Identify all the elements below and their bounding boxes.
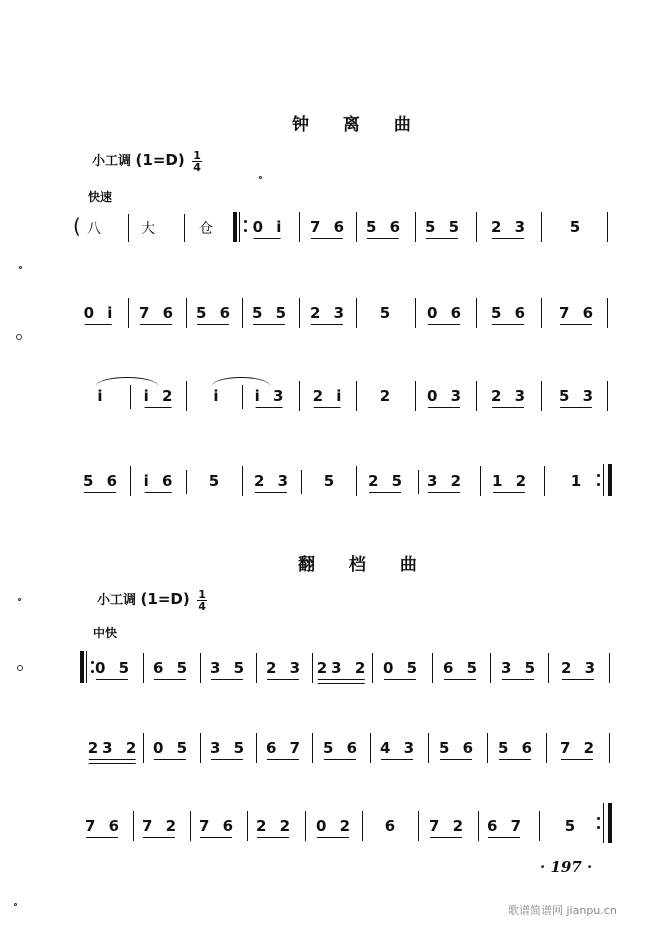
barline <box>432 653 433 683</box>
note-beat: 23 2 <box>87 739 141 757</box>
note-beat: i 3 <box>254 387 288 405</box>
percussion-syllable: 仓 <box>199 221 213 237</box>
key-value: (1=D) <box>140 590 190 608</box>
score-row <box>0 739 655 769</box>
note-beat: 5 <box>323 472 339 490</box>
barline <box>312 653 313 683</box>
dashed-barline <box>130 385 131 409</box>
tempo-marking: 快速 <box>88 190 113 204</box>
barline <box>242 466 243 496</box>
dashed-barline <box>242 385 243 409</box>
key-signature <box>92 150 202 173</box>
barline <box>186 298 187 328</box>
note-beat: 0 i <box>252 218 286 236</box>
note-beat: 2 5 <box>367 472 407 490</box>
note-beat: 2 3 <box>490 387 530 405</box>
barline <box>415 381 416 411</box>
barline <box>541 212 542 242</box>
time-numerator: 1 <box>198 588 206 601</box>
barline <box>480 466 481 496</box>
note-beat: i <box>97 387 107 405</box>
scan-speck <box>19 266 22 269</box>
note-beat: 5 <box>569 218 585 236</box>
note-beat: 5 6 <box>195 304 235 322</box>
barline <box>372 653 373 683</box>
barline <box>490 653 491 683</box>
punch-hole-mark <box>16 334 22 340</box>
note-beat: 5 6 <box>490 304 530 322</box>
note-beat: 2 3 <box>253 472 293 490</box>
note-beat: 2 i <box>312 387 346 405</box>
barline <box>476 212 477 242</box>
note-beat: 0 5 <box>94 659 134 677</box>
barline <box>541 381 542 411</box>
score-row <box>0 472 655 502</box>
note-beat: 7 2 <box>428 817 468 835</box>
note-beat: 5 6 <box>497 739 537 757</box>
barline <box>305 811 306 841</box>
note-beat: 2 <box>379 387 395 405</box>
note-beat: 4 3 <box>379 739 419 757</box>
barline <box>609 653 610 683</box>
piece-title: 钟 离 曲 <box>292 115 425 135</box>
time-signature <box>197 589 207 612</box>
barline <box>356 381 357 411</box>
note-beat: 2 3 <box>560 659 600 677</box>
note-beat: 3 5 <box>209 739 249 757</box>
note-beat: 0 3 <box>426 387 466 405</box>
barline <box>143 653 144 683</box>
note-beat: 3 2 <box>426 472 466 490</box>
key-name: 小工调 <box>97 593 137 608</box>
note-beat: 6 7 <box>265 739 305 757</box>
barline <box>370 733 371 763</box>
barline <box>128 298 129 328</box>
note-beat: 6 <box>384 817 400 835</box>
barline <box>539 811 540 841</box>
note-beat: 7 2 <box>141 817 181 835</box>
slur-tie <box>212 377 270 386</box>
note-beat: 5 6 <box>322 739 362 757</box>
key-signature <box>97 589 207 612</box>
note-beat: 5 6 <box>438 739 478 757</box>
barline <box>546 733 547 763</box>
barline <box>299 212 300 242</box>
barline <box>356 298 357 328</box>
note-beat: 7 6 <box>138 304 178 322</box>
barline <box>356 212 357 242</box>
note-beat: 7 6 <box>309 218 349 236</box>
barline <box>418 811 419 841</box>
barline <box>133 811 134 841</box>
scan-speck <box>259 176 262 179</box>
piece-title: 翻 档 曲 <box>298 555 431 575</box>
note-beat: 5 6 <box>82 472 122 490</box>
note-beat: 5 3 <box>558 387 598 405</box>
punch-hole-mark <box>17 665 23 671</box>
note-beat: 5 <box>208 472 224 490</box>
score-row <box>0 817 655 847</box>
score-row <box>0 659 655 689</box>
barline <box>415 298 416 328</box>
note-beat: 0 i <box>83 304 117 322</box>
barline <box>415 212 416 242</box>
barline <box>428 733 429 763</box>
barline <box>247 811 248 841</box>
slur-tie <box>96 377 158 386</box>
barline <box>256 653 257 683</box>
note-beat: 3 5 <box>209 659 249 677</box>
barline <box>487 733 488 763</box>
percussion-syllable: 八 <box>87 221 101 237</box>
barline <box>190 811 191 841</box>
barline <box>256 733 257 763</box>
note-beat: 0 2 <box>315 817 355 835</box>
barline <box>541 298 542 328</box>
note-beat: 6 7 <box>486 817 526 835</box>
barline <box>242 298 243 328</box>
page-number: · 197 · <box>540 858 593 876</box>
note-beat: 5 6 <box>365 218 405 236</box>
score-row <box>0 387 655 417</box>
note-beat: 5 <box>379 304 395 322</box>
time-denominator: 4 <box>198 600 206 613</box>
note-beat: 0 5 <box>152 739 192 757</box>
scan-speck <box>18 598 21 601</box>
barline <box>200 733 201 763</box>
key-name: 小工调 <box>92 154 132 169</box>
scan-speck <box>14 903 17 906</box>
opening-paren: ( <box>73 214 81 238</box>
note-beat: 23 2 <box>316 659 370 677</box>
barline <box>607 212 608 242</box>
note-beat: 0 6 <box>426 304 466 322</box>
dashed-barline <box>418 470 419 494</box>
barline <box>130 466 131 496</box>
note-beat: 2 2 <box>255 817 295 835</box>
score-row <box>0 304 655 334</box>
note-beat: 7 6 <box>198 817 238 835</box>
dashed-barline <box>128 214 129 242</box>
note-beat: 6 5 <box>442 659 482 677</box>
barline <box>544 466 545 496</box>
barline <box>478 811 479 841</box>
barline <box>186 381 187 411</box>
percussion-syllable: 大 <box>141 221 155 237</box>
score-row <box>0 214 655 248</box>
barline <box>299 381 300 411</box>
note-beat: 7 2 <box>559 739 599 757</box>
barline <box>607 381 608 411</box>
tempo-marking: 中快 <box>93 626 118 640</box>
barline <box>548 653 549 683</box>
time-numerator: 1 <box>193 149 201 162</box>
note-beat: 5 5 <box>424 218 464 236</box>
note-beat: 7 6 <box>558 304 598 322</box>
note-beat: 2 3 <box>309 304 349 322</box>
note-beat: 5 <box>564 817 580 835</box>
key-value: (1=D) <box>135 151 185 169</box>
note-beat: i <box>213 387 223 405</box>
barline <box>607 298 608 328</box>
watermark: 歌谱简谱网 jianpu.cn <box>508 904 617 917</box>
time-denominator: 4 <box>193 161 201 174</box>
note-beat: i 2 <box>143 387 177 405</box>
note-beat: 2 3 <box>265 659 305 677</box>
note-beat: 2 3 <box>490 218 530 236</box>
barline <box>356 466 357 496</box>
note-beat: 0 5 <box>382 659 422 677</box>
note-beat: 1 <box>570 472 586 490</box>
note-beat: 3 5 <box>500 659 540 677</box>
note-beat: i 6 <box>143 472 177 490</box>
barline <box>476 381 477 411</box>
barline <box>200 653 201 683</box>
barline <box>143 733 144 763</box>
note-beat: 7 6 <box>84 817 124 835</box>
dashed-barline <box>184 214 185 242</box>
note-beat: 1 2 <box>491 472 531 490</box>
barline <box>609 733 610 763</box>
dashed-barline <box>186 470 187 494</box>
barline <box>312 733 313 763</box>
barline <box>362 811 363 841</box>
barline <box>299 298 300 328</box>
note-beat: 6 5 <box>152 659 192 677</box>
barline <box>476 298 477 328</box>
note-beat: 5 5 <box>251 304 291 322</box>
time-signature <box>192 150 202 173</box>
dashed-barline <box>301 470 302 494</box>
